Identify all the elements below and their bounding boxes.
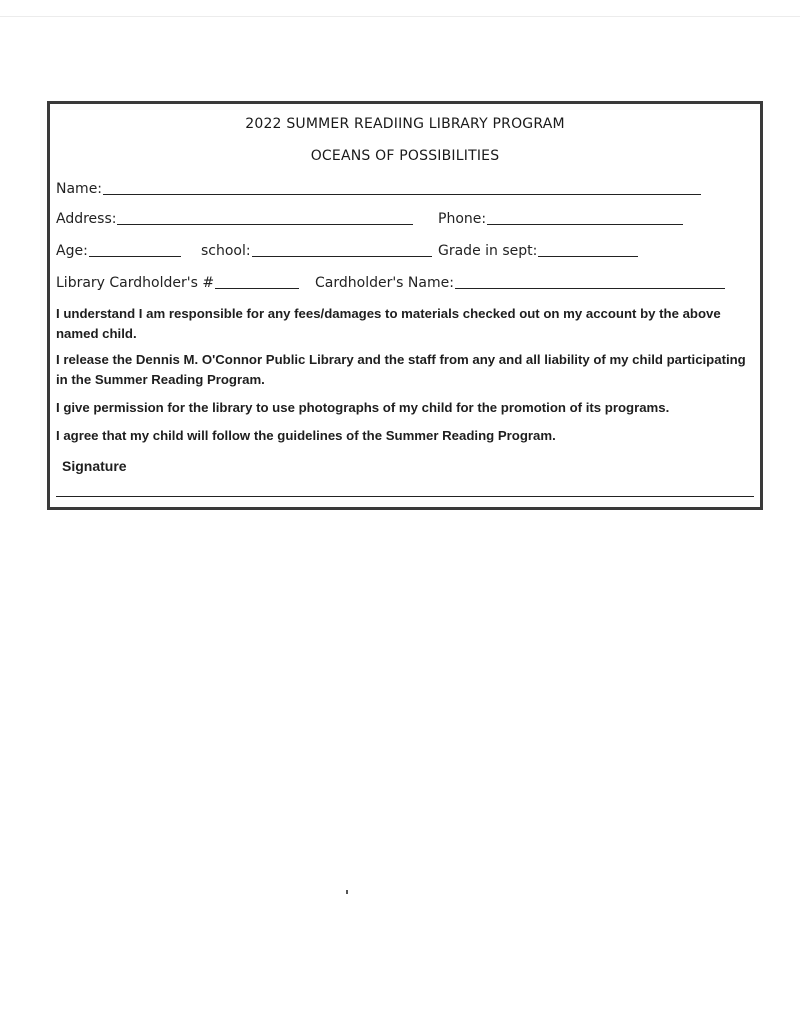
statement-liability: I release the Dennis M. O'Connor Public Library and the staff from any and all liability of my child participating in the Summer Reading Program. <box>56 352 746 387</box>
cardholder-number-field[interactable] <box>56 272 299 292</box>
registration-form <box>47 101 763 510</box>
grade-label: Grade in sept: <box>438 243 538 259</box>
school-label: school: <box>201 243 251 259</box>
age-line[interactable] <box>89 241 181 257</box>
statement-photographs: I give permission for the library to use photographs of my child for the promotion of its programs. <box>56 400 670 415</box>
name-line[interactable] <box>103 179 701 195</box>
address-line[interactable] <box>117 209 413 225</box>
phone-line[interactable] <box>487 209 683 225</box>
address-label: Address: <box>56 211 117 227</box>
school-line[interactable] <box>252 241 432 257</box>
signature-line[interactable] <box>56 496 754 497</box>
cardholder-name-line[interactable] <box>455 273 725 289</box>
scan-edge <box>0 16 800 17</box>
phone-field[interactable] <box>438 208 683 228</box>
grade-field[interactable] <box>438 240 638 260</box>
scan-speck <box>346 890 348 894</box>
cardholder-number-line[interactable] <box>215 273 299 289</box>
cardholder-name-field[interactable] <box>315 272 725 292</box>
name-label: Name: <box>56 181 103 197</box>
address-field[interactable] <box>56 208 413 228</box>
age-field[interactable] <box>56 240 181 260</box>
cardholder-number-label: Library Cardholder's # <box>56 275 215 291</box>
age-label: Age: <box>56 243 88 259</box>
name-field[interactable] <box>56 178 701 198</box>
school-field[interactable] <box>201 240 432 260</box>
phone-label: Phone: <box>438 211 487 227</box>
statement-fees: I understand I am responsible for any fees/damages to materials checked out on my account by the above named child. <box>56 306 721 341</box>
statement-guidelines: I agree that my child will follow the guidelines of the Summer Reading Program. <box>56 428 556 443</box>
grade-line[interactable] <box>538 241 638 257</box>
cardholder-name-label: Cardholder's Name: <box>315 275 454 291</box>
form-title: 2022 SUMMER READIING LIBRARY PROGRAM <box>245 116 565 132</box>
signature-label: Signature <box>62 458 127 474</box>
form-subtitle: OCEANS OF POSSIBILITIES <box>310 148 500 164</box>
